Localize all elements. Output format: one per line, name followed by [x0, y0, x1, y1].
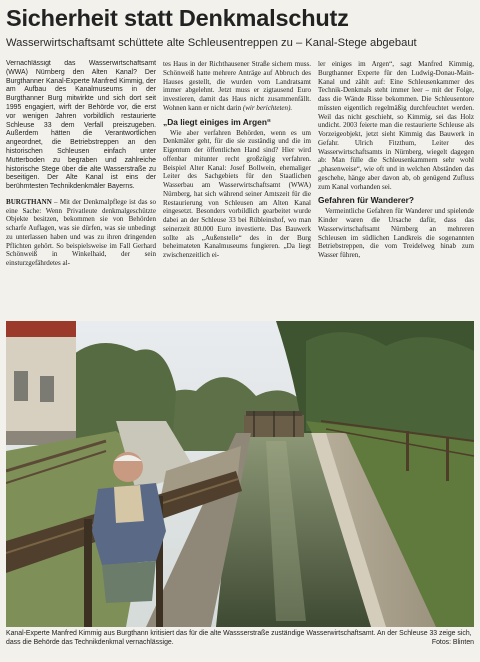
body-paragraph: ler einiges im Argen“, sagt Manfred Kimmig, Burgthanner Experte für den Ludwig-Donau-Main-Kanal und zählt auf: Eine Schleusenkammer des Technik-Denkmals steht immer leer – mit der Folge, dass die Wände Risse bekommen. Die Schleusentore müssten eigentlich regelmäßig durchfeuchtet werden. Weil das nicht geschieht, so Kimmig, sei das Holz undicht. 2003 feierte man die restaurierte Schleuse als Vorzeigeobjekt, jetzt sieht Kimmig das Bauwerk in Gefahr. Ulrich Fitzthum, Leiter des Wasserwirtschaftsamts in Nürnberg, wiegelt dagegen ab: Man fülle die Schleusenkammern sehr wohl „phasenweise“, wie oft und in welchen Abständen das geschehe, hänge aber davon ab, ob genügend Zufluss zum Kanal vorhanden sei.: [318, 60, 474, 191]
intertitle: „Da liegt einiges im Argen“: [163, 116, 272, 127]
body-paragraph: [163, 60, 311, 113]
subheadline: Wasserwirtschaftsamt schüttete alte Schleusentreppen zu – Kanal-Stege abgebaut: [6, 37, 417, 49]
article-column-2: [163, 60, 311, 316]
body-text: tes Haus in der Richthausener Straße sichern muss. Schönweiß hatte mehrere Anträge auf Abbruch des Hauses gestellt, die wurden vom Landratsamt immer abgelehnt. Jetzt muss er zigtausend Euro investieren, damit das Haus nicht zusammenfällt. Wohnen kann er nicht darin: [163, 60, 311, 112]
body-paragraph: Vermeintliche Gefahren für Wanderer und spielende Kinder waren die Ursache dafür, dass das Wasserwirtschaftsamt Nürnberg an mehreren Schleusen im südlichen Landkreis die sogenannten Betriebstreppen, die vom Treidelweg hinab zum Wasser führen,: [318, 207, 474, 259]
body-paragraph: [6, 198, 156, 268]
caption-text: Kanal-Experte Manfred Kimmig aus Burgthann kritisiert das für die alte Wassserstraße zuständige Wasserwirtschaftsamt. An der Schleuse 33 zeige sich, dass die Behörde das Technikdenkmal vernachlässige.: [6, 630, 472, 646]
photo-credit: Fotos: Blinten: [431, 638, 474, 646]
headline: Sicherheit statt Denkmalschutz: [6, 5, 349, 31]
article-column-3: [318, 60, 474, 316]
lead-paragraph: Vernachlässigt das Wasserwirtschaftsamt (WWA) Nürnberg den Alten Kanal? Der Burgthanner Kanal-Experte Manfred Kimmig, der am Aufbau des Kanalmuseums in der Burgthanner Burg mitwirkte und sich dort seit 1995 engagiert, wirft der Behörde vor, die erst vor wenigen Jahren vorbildlich restaurierte Schleuse 33 dem Verfall preiszugeben. Außerdem hätten die Verantwortlichen angeordnet, die Betriebstreppen an den historischen Schleusen einfach unter Mutterboden zu begraben und zahlreiche historische Stege über die alte Wasserstraße zu beseitigen. Der Alte Kanal ist eins der berühmtesten Technikdenkmäler Bayerns.: [6, 60, 156, 191]
body-paragraph: Wie aber verfahren Behörden, wenn es um Denkmäler geht, für die sie zuständig und die im Eigentum der öffentlichen Hand sind? Hier wird offenbar mitunter recht großzügig verfahren. Beispiel Alter Kanal: Josef Bollwein, ehemaliger Leiter des Sachgebiets für den Staatlichen Wasserbau am Wasserwirtschaftsamt (WWA) Nürnberg, hat sich während seiner Amtszeit für die Restaurierung von Schleusen am Alten Kanal eingesetzt. Besonders vorbildlich gearbeitet wurde dabei an der Schleuse 33 bei Rübleinshof, wo man seinerzeit 80.000 Euro investierte. Das Bauwerk sollte als „Außenstelle“ des in der Burg beheimateten Kanalmuseums fungieren. „Da liegt zwischenzeitlich ei-: [163, 128, 311, 259]
photo-caption: [6, 630, 474, 647]
reference-note: (wir berichteten).: [242, 103, 293, 112]
body-text: – Mit der Denkmalpflege ist das so eine Sache: Wenn Privatleute denkmalgeschützte Objekte besitzen, bekommen sie von Behörden scharfe Auflagen, was sie dürfen, was sie unbedingt zu unterlassen haben und was zu ihren dringenden Pflichten gehört. So beispielsweise im Fall Gerhard Schönweiß in Winkelhaid, der sein einsturzgefährdetes al-: [6, 197, 156, 268]
article-photo: [6, 321, 474, 627]
intertitle: Gefahren für Wanderer?: [318, 195, 415, 206]
dateline: BURGTHANN: [6, 197, 52, 206]
article-column-1: [6, 60, 156, 316]
